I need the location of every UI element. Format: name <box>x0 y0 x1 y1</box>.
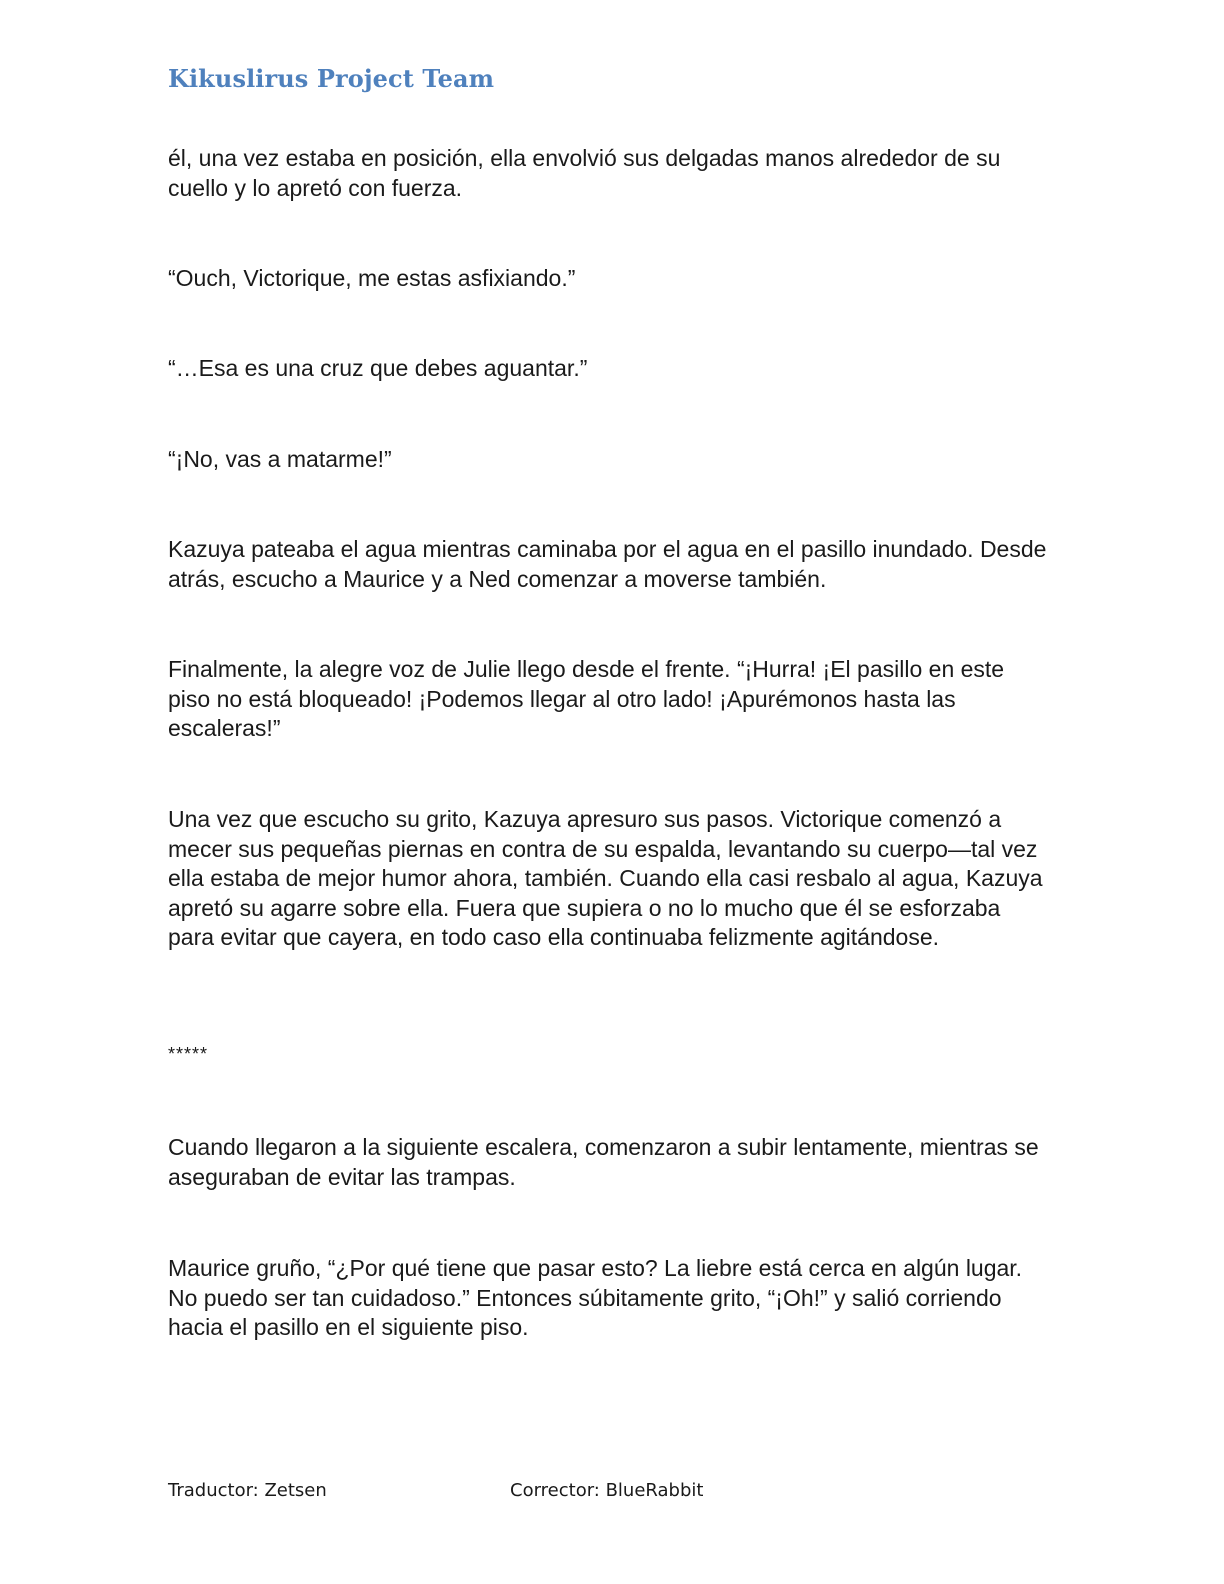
paragraph: “…Esa es una cruz que debes aguantar.” <box>168 355 588 381</box>
paragraph: Maurice gruño, “¿Por qué tiene que pasar esto? La liebre está cerca en algún lugar. No puedo ser tan cuidadoso.” Entonces súbitamente grito, “¡Oh!” y salió corriendo hacia el pasillo en el siguiente piso. <box>168 1255 1023 1340</box>
footer-corrector: Corrector: BlueRabbit <box>510 1480 704 1501</box>
section-separator: ***** <box>168 1044 209 1064</box>
paragraph: Kazuya pateaba el agua mientras caminaba por el agua en el pasillo inundado. Desde atrás, escucho a Maurice y a Ned comenzar a moverse también. <box>168 536 1047 592</box>
footer-translator: Traductor: Zetsen <box>168 1480 327 1501</box>
paragraph: él, una vez estaba en posición, ella envolvió sus delgadas manos alrededor de su cuello y lo apretó con fuerza. <box>168 145 1001 201</box>
paragraph: Finalmente, la alegre voz de Julie llego desde el frente. “¡Hurra! ¡El pasillo en este piso no está bloqueado! ¡Podemos llegar al otro lado! ¡Apurémonos hasta las escaleras!” <box>168 656 1005 741</box>
paragraph: Cuando llegaron a la siguiente escalera, comenzaron a subir lentamente, mientras se aseguraban de evitar las trampas. <box>168 1134 1039 1190</box>
page-header-title: Kikuslirus Project Team <box>168 64 495 93</box>
paragraph: “Ouch, Victorique, me estas asfixiando.” <box>168 265 576 291</box>
paragraph: “¡No, vas a matarme!” <box>168 446 392 472</box>
paragraph: Una vez que escucho su grito, Kazuya apresuro sus pasos. Victorique comenzó a mecer sus pequeñas piernas en contra de su espalda, levantando su cuerpo—tal vez ella estaba de mejor humor ahora, también. Cuando ella casi resbalo al agua, Kazuya apretó su agarre sobre ella. Fuera que supiera o no lo mucho que él se esforzaba para evitar que cayera, en todo caso ella continuaba felizmente agitándose. <box>168 806 1043 950</box>
